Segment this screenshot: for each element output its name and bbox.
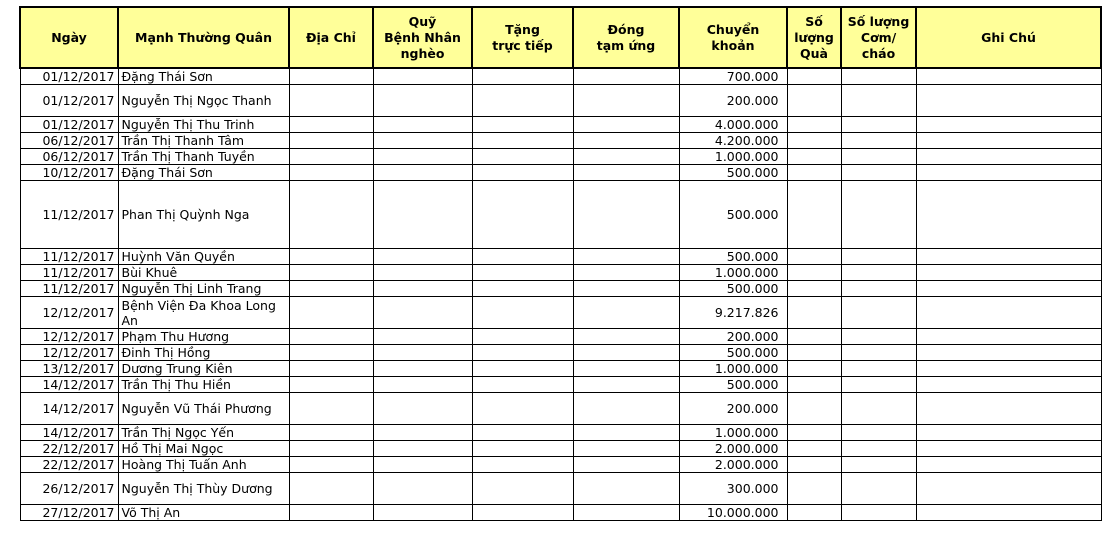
cell-address [289, 117, 373, 133]
cell-donor: Nguyễn Thị Thu Trinh [118, 117, 289, 133]
cell-gifts [787, 265, 841, 281]
cell-direct [472, 149, 573, 165]
cell-transfer: 500.000 [679, 281, 787, 297]
cell-meals [841, 505, 916, 521]
cell-note [916, 297, 1101, 329]
cell-date: 26/12/2017 [20, 473, 118, 505]
cell-direct [472, 441, 573, 457]
cell-direct [472, 281, 573, 297]
cell-advance [573, 505, 679, 521]
cell-note [916, 441, 1101, 457]
cell-meals [841, 457, 916, 473]
cell-direct [472, 249, 573, 265]
table-row [20, 117, 1101, 133]
cell-gifts [787, 329, 841, 345]
cell-note [916, 473, 1101, 505]
cell-advance [573, 281, 679, 297]
table-row [20, 457, 1101, 473]
cell-fund [373, 425, 472, 441]
cell-direct [472, 457, 573, 473]
cell-address [289, 377, 373, 393]
cell-transfer: 1.000.000 [679, 265, 787, 281]
cell-advance [573, 457, 679, 473]
cell-meals [841, 425, 916, 441]
cell-advance [573, 265, 679, 281]
cell-donor: Nguyễn Thị Thùy Dương [118, 473, 289, 505]
cell-transfer: 10.000.000 [679, 505, 787, 521]
cell-note [916, 377, 1101, 393]
cell-gifts [787, 165, 841, 181]
table-row [20, 441, 1101, 457]
cell-date: 11/12/2017 [20, 181, 118, 249]
cell-transfer: 500.000 [679, 249, 787, 265]
cell-direct [472, 297, 573, 329]
table-row [20, 265, 1101, 281]
cell-fund [373, 457, 472, 473]
table-row [20, 425, 1101, 441]
cell-note [916, 329, 1101, 345]
cell-direct [472, 265, 573, 281]
cell-address [289, 505, 373, 521]
cell-direct [472, 377, 573, 393]
cell-gifts [787, 377, 841, 393]
table-row [20, 361, 1101, 377]
cell-note [916, 505, 1101, 521]
cell-address [289, 181, 373, 249]
cell-meals [841, 165, 916, 181]
cell-date: 22/12/2017 [20, 457, 118, 473]
cell-meals [841, 473, 916, 505]
cell-note [916, 181, 1101, 249]
header-row [20, 7, 1101, 68]
cell-note [916, 68, 1101, 85]
cell-fund [373, 377, 472, 393]
header-fund: Quỹ Bệnh Nhân nghèo [373, 7, 472, 68]
cell-donor: Huỳnh Văn Quyền [118, 249, 289, 265]
cell-note [916, 133, 1101, 149]
cell-donor: Nguyễn Vũ Thái Phương [118, 393, 289, 425]
cell-fund [373, 505, 472, 521]
table-row [20, 505, 1101, 521]
cell-direct [472, 361, 573, 377]
header-transfer: Chuyển khoản [679, 7, 787, 68]
cell-advance [573, 297, 679, 329]
cell-fund [373, 441, 472, 457]
cell-advance [573, 441, 679, 457]
cell-date: 11/12/2017 [20, 249, 118, 265]
cell-fund [373, 473, 472, 505]
cell-advance [573, 85, 679, 117]
cell-transfer: 500.000 [679, 165, 787, 181]
cell-gifts [787, 393, 841, 425]
header-gifts: Số lượng Quà [787, 7, 841, 68]
cell-direct [472, 505, 573, 521]
table-row [20, 393, 1101, 425]
cell-transfer: 200.000 [679, 85, 787, 117]
table-row [20, 249, 1101, 265]
cell-address [289, 441, 373, 457]
cell-date: 14/12/2017 [20, 377, 118, 393]
cell-note [916, 281, 1101, 297]
cell-advance [573, 117, 679, 133]
cell-transfer: 1.000.000 [679, 149, 787, 165]
cell-address [289, 165, 373, 181]
header-advance: Đóng tạm ứng [573, 7, 679, 68]
cell-fund [373, 361, 472, 377]
cell-transfer: 500.000 [679, 345, 787, 361]
table-row [20, 181, 1101, 249]
cell-transfer: 9.217.826 [679, 297, 787, 329]
cell-date: 01/12/2017 [20, 117, 118, 133]
cell-date: 27/12/2017 [20, 505, 118, 521]
cell-donor: Đặng Thái Sơn [118, 165, 289, 181]
cell-note [916, 117, 1101, 133]
cell-advance [573, 249, 679, 265]
header-direct: Tặng trực tiếp [472, 7, 573, 68]
cell-advance [573, 133, 679, 149]
table-row [20, 329, 1101, 345]
cell-donor: Nguyễn Thị Ngọc Thanh [118, 85, 289, 117]
cell-donor: Trần Thị Thu Hiền [118, 377, 289, 393]
cell-direct [472, 68, 573, 85]
cell-address [289, 149, 373, 165]
header-address: Địa Chỉ [289, 7, 373, 68]
cell-note [916, 393, 1101, 425]
cell-note [916, 345, 1101, 361]
cell-meals [841, 181, 916, 249]
cell-gifts [787, 441, 841, 457]
cell-note [916, 265, 1101, 281]
cell-direct [472, 133, 573, 149]
cell-transfer: 1.000.000 [679, 361, 787, 377]
cell-date: 01/12/2017 [20, 68, 118, 85]
cell-donor: Dương Trung Kiên [118, 361, 289, 377]
header-meals: Số lượng Cơm/ cháo [841, 7, 916, 68]
cell-date: 13/12/2017 [20, 361, 118, 377]
cell-address [289, 85, 373, 117]
cell-address [289, 361, 373, 377]
cell-fund [373, 85, 472, 117]
cell-donor: Hồ Thị Mai Ngọc [118, 441, 289, 457]
cell-date: 12/12/2017 [20, 329, 118, 345]
cell-gifts [787, 425, 841, 441]
cell-direct [472, 393, 573, 425]
cell-meals [841, 377, 916, 393]
cell-note [916, 249, 1101, 265]
cell-advance [573, 425, 679, 441]
cell-fund [373, 249, 472, 265]
table-row [20, 149, 1101, 165]
table-row [20, 297, 1101, 329]
cell-date: 11/12/2017 [20, 265, 118, 281]
table-row [20, 85, 1101, 117]
cell-direct [472, 85, 573, 117]
cell-gifts [787, 473, 841, 505]
cell-meals [841, 329, 916, 345]
table-row [20, 165, 1101, 181]
cell-transfer: 200.000 [679, 329, 787, 345]
cell-gifts [787, 117, 841, 133]
cell-fund [373, 165, 472, 181]
cell-advance [573, 165, 679, 181]
cell-fund [373, 393, 472, 425]
cell-meals [841, 393, 916, 425]
cell-gifts [787, 281, 841, 297]
cell-gifts [787, 249, 841, 265]
cell-fund [373, 329, 472, 345]
cell-fund [373, 265, 472, 281]
cell-address [289, 297, 373, 329]
cell-fund [373, 68, 472, 85]
table-row [20, 133, 1101, 149]
cell-address [289, 281, 373, 297]
cell-address [289, 249, 373, 265]
cell-donor: Trần Thị Thanh Tuyền [118, 149, 289, 165]
cell-meals [841, 133, 916, 149]
cell-direct [472, 165, 573, 181]
donation-table [19, 6, 1102, 521]
cell-transfer: 2.000.000 [679, 457, 787, 473]
cell-date: 11/12/2017 [20, 281, 118, 297]
cell-transfer: 1.000.000 [679, 425, 787, 441]
cell-advance [573, 329, 679, 345]
cell-address [289, 393, 373, 425]
cell-donor: Bệnh Viện Đa Khoa Long An [118, 297, 289, 329]
cell-direct [472, 473, 573, 505]
cell-fund [373, 149, 472, 165]
cell-transfer: 4.200.000 [679, 133, 787, 149]
cell-fund [373, 117, 472, 133]
cell-donor: Trần Thị Thanh Tâm [118, 133, 289, 149]
cell-address [289, 68, 373, 85]
cell-direct [472, 117, 573, 133]
cell-meals [841, 68, 916, 85]
cell-gifts [787, 68, 841, 85]
cell-transfer: 500.000 [679, 377, 787, 393]
cell-direct [472, 425, 573, 441]
cell-donor: Đặng Thái Sơn [118, 68, 289, 85]
cell-transfer: 2.000.000 [679, 441, 787, 457]
cell-gifts [787, 85, 841, 117]
cell-donor: Hoàng Thị Tuấn Anh [118, 457, 289, 473]
cell-gifts [787, 133, 841, 149]
cell-advance [573, 149, 679, 165]
cell-direct [472, 329, 573, 345]
cell-fund [373, 133, 472, 149]
cell-gifts [787, 345, 841, 361]
cell-meals [841, 149, 916, 165]
cell-gifts [787, 457, 841, 473]
cell-advance [573, 361, 679, 377]
cell-date: 14/12/2017 [20, 393, 118, 425]
cell-fund [373, 297, 472, 329]
cell-donor: Nguyễn Thị Linh Trang [118, 281, 289, 297]
cell-address [289, 265, 373, 281]
cell-address [289, 133, 373, 149]
cell-date: 10/12/2017 [20, 165, 118, 181]
cell-transfer: 4.000.000 [679, 117, 787, 133]
cell-advance [573, 181, 679, 249]
cell-meals [841, 265, 916, 281]
cell-date: 14/12/2017 [20, 425, 118, 441]
cell-meals [841, 297, 916, 329]
cell-transfer: 700.000 [679, 68, 787, 85]
cell-fund [373, 281, 472, 297]
cell-advance [573, 68, 679, 85]
table-body [20, 68, 1101, 521]
cell-fund [373, 345, 472, 361]
table-row [20, 281, 1101, 297]
cell-note [916, 457, 1101, 473]
cell-date: 12/12/2017 [20, 297, 118, 329]
cell-meals [841, 361, 916, 377]
cell-address [289, 345, 373, 361]
cell-meals [841, 281, 916, 297]
cell-meals [841, 249, 916, 265]
cell-gifts [787, 149, 841, 165]
cell-advance [573, 345, 679, 361]
cell-direct [472, 345, 573, 361]
cell-date: 01/12/2017 [20, 85, 118, 117]
cell-advance [573, 393, 679, 425]
cell-gifts [787, 297, 841, 329]
cell-advance [573, 377, 679, 393]
cell-meals [841, 85, 916, 117]
cell-donor: Đinh Thị Hồng [118, 345, 289, 361]
cell-address [289, 329, 373, 345]
cell-date: 22/12/2017 [20, 441, 118, 457]
cell-note [916, 149, 1101, 165]
cell-direct [472, 181, 573, 249]
cell-date: 06/12/2017 [20, 133, 118, 149]
table-row [20, 377, 1101, 393]
cell-note [916, 361, 1101, 377]
cell-gifts [787, 181, 841, 249]
cell-gifts [787, 505, 841, 521]
cell-note [916, 165, 1101, 181]
table-row [20, 473, 1101, 505]
table-row [20, 68, 1101, 85]
cell-date: 06/12/2017 [20, 149, 118, 165]
header-note: Ghi Chú [916, 7, 1101, 68]
cell-transfer: 200.000 [679, 393, 787, 425]
cell-meals [841, 117, 916, 133]
cell-note [916, 425, 1101, 441]
header-date: Ngày [20, 7, 118, 68]
cell-fund [373, 181, 472, 249]
cell-address [289, 473, 373, 505]
cell-date: 12/12/2017 [20, 345, 118, 361]
cell-meals [841, 441, 916, 457]
cell-advance [573, 473, 679, 505]
cell-donor: Bùi Khuê [118, 265, 289, 281]
cell-meals [841, 345, 916, 361]
cell-donor: Phan Thị Quỳnh Nga [118, 181, 289, 249]
cell-donor: Phạm Thu Hương [118, 329, 289, 345]
cell-transfer: 500.000 [679, 181, 787, 249]
cell-donor: Trần Thị Ngọc Yến [118, 425, 289, 441]
cell-note [916, 85, 1101, 117]
cell-address [289, 425, 373, 441]
cell-address [289, 457, 373, 473]
header-donor: Mạnh Thường Quân [118, 7, 289, 68]
cell-gifts [787, 361, 841, 377]
cell-transfer: 300.000 [679, 473, 787, 505]
cell-donor: Võ Thị An [118, 505, 289, 521]
table-row [20, 345, 1101, 361]
